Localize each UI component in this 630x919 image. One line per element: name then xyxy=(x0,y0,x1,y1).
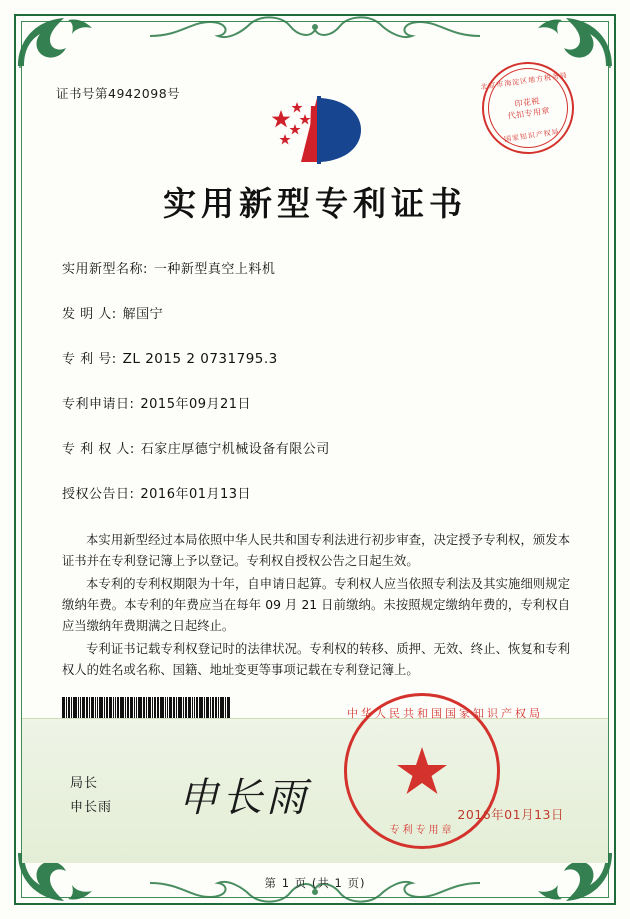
director-signature: 申长雨 xyxy=(178,775,310,821)
tax-stamp-center-line1: 印花税 xyxy=(513,96,541,109)
field-inventor xyxy=(62,303,572,322)
field-patent-number xyxy=(62,348,572,367)
field-value: 2015年09月21日 xyxy=(140,397,252,412)
paragraph-grant: 本实用新型经过本局依照中华人民共和国专利法进行初步审查，决定授予专利权，颁发本证书并在专利登记簿上予以登记。专利权自授权公告之日起生效。 xyxy=(62,533,570,568)
field-label: 授权公告日: xyxy=(62,487,135,502)
tax-stamp-arc-bottom: 国家知识产权局 xyxy=(503,127,561,144)
field-label: 专利申请日: xyxy=(62,397,135,412)
legal-text-body xyxy=(62,530,570,683)
director-title-label: 局长 xyxy=(70,776,99,791)
signature-band xyxy=(22,718,608,863)
field-value: 一种新型真空上料机 xyxy=(153,262,276,277)
certificate-number: 证书号第4942098号 xyxy=(56,86,181,101)
corner-ornament-icon xyxy=(16,16,94,68)
field-value: 2016年01月13日 xyxy=(140,487,252,502)
page-title: 实用新型专利证书 xyxy=(163,184,467,223)
tax-stamp-center-line2: 代扣专用章 xyxy=(507,106,551,121)
director-name-label: 申长雨 xyxy=(70,800,113,815)
page-footer: 第 1 页 (共 1 页) xyxy=(264,876,366,890)
field-label: 发 明 人: xyxy=(62,307,117,322)
field-application-date xyxy=(62,393,572,412)
official-seal-arc-top: 中华人民共和国国家知识产权局 xyxy=(347,707,543,720)
five-point-star-icon xyxy=(396,745,448,797)
field-value: ZL 2015 2 0731795.3 xyxy=(122,351,278,367)
paragraph-term-fees: 本专利的专利权期限为十年，自申请日起算。专利权人应当依照专利法及其实施细则规定缴纳年费。本专利的年费应当在每年 09 月 21 日前缴纳。未按照规定缴纳年费的，专利权自应当缴纳年费期满之日起终止。 xyxy=(62,577,570,633)
field-patentee xyxy=(62,438,572,457)
field-utility-model-name xyxy=(62,258,572,277)
field-label: 专 利 号: xyxy=(62,352,117,367)
field-value: 解国宁 xyxy=(122,307,164,322)
field-label: 实用新型名称: xyxy=(62,262,148,277)
field-list xyxy=(62,258,572,528)
top-scroll-ornament-icon xyxy=(150,14,480,44)
field-value: 石家庄厚德宁机械设备有限公司 xyxy=(140,442,330,457)
tax-stamp-arc-top: 北京市海淀区地方税务局 xyxy=(480,71,569,92)
corner-ornament-icon xyxy=(536,16,614,68)
official-seal-arc-bottom: 专利专用章 xyxy=(389,825,455,836)
paragraph-registry: 专利证书记载专利权登记时的法律状况。专利权的转移、质押、无效、终止、恢复和专利权人的姓名或名称、国籍、地址变更等事项记载在专利登记簿上。 xyxy=(62,642,570,677)
field-label: 专 利 权 人: xyxy=(62,442,135,457)
issue-date: 2016年01月13日 xyxy=(457,807,564,822)
sipo-logo-icon xyxy=(255,90,375,168)
field-grant-announcement-date xyxy=(62,483,572,502)
